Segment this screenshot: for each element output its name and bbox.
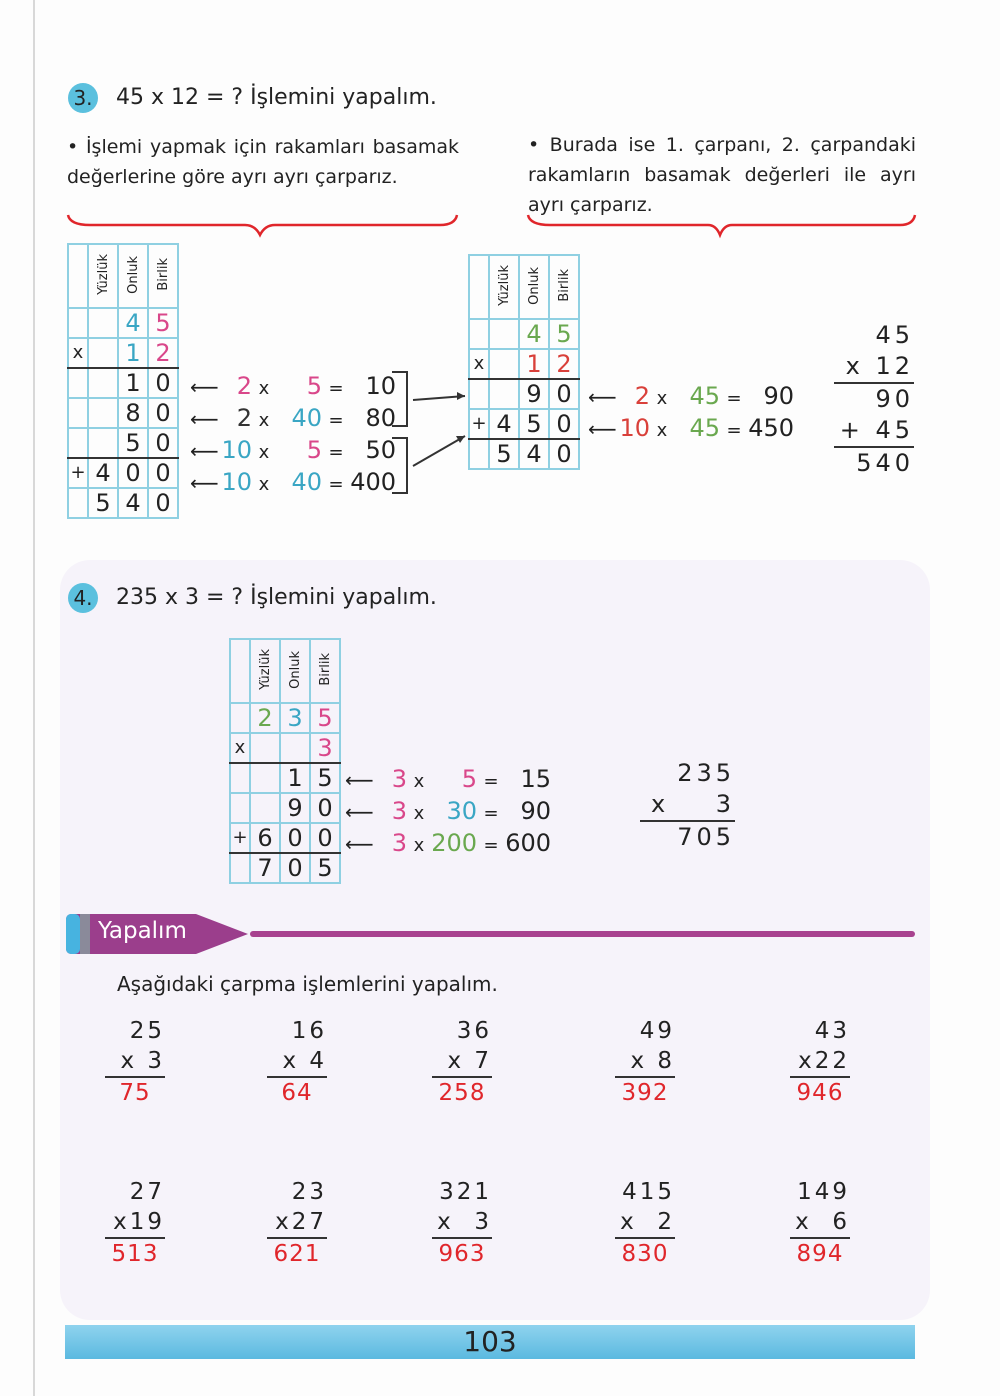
equation bbox=[190, 468, 396, 496]
table-row bbox=[68, 398, 178, 428]
digit-cell: 5 bbox=[519, 409, 549, 439]
exercise-answer: 830 bbox=[621, 1241, 669, 1267]
digit-cell: 4 bbox=[489, 409, 519, 439]
arrow-left-icon: ⟵ bbox=[190, 407, 219, 431]
exercise bbox=[432, 1016, 492, 1108]
header-cell bbox=[310, 639, 340, 703]
header-cell bbox=[250, 639, 280, 703]
exercise-multiplier: x 4 bbox=[267, 1046, 327, 1078]
exercise bbox=[790, 1016, 850, 1108]
header-cell bbox=[88, 244, 118, 308]
digit-cell: 0 bbox=[148, 398, 178, 428]
digit-cell: 5 bbox=[118, 428, 148, 458]
exercise-answer: 75 bbox=[119, 1080, 151, 1106]
times-sign: x bbox=[413, 835, 425, 856]
digit-cell: 5 bbox=[549, 319, 579, 349]
table-row bbox=[230, 733, 340, 763]
vertical-multiplication-235x3 bbox=[640, 758, 735, 853]
arrow-left-icon: ⟵ bbox=[588, 417, 617, 441]
result: 540 bbox=[856, 449, 914, 477]
exercise-operand: 43 bbox=[814, 1018, 850, 1044]
digit-cell: 4 bbox=[519, 319, 549, 349]
exercise-answer: 621 bbox=[273, 1241, 321, 1267]
exercise-operand: 27 bbox=[129, 1179, 165, 1205]
exercise-answer: 64 bbox=[281, 1080, 313, 1106]
exercise-answer: 894 bbox=[796, 1241, 844, 1267]
exercise-operand: 23 bbox=[291, 1179, 327, 1205]
arrow-left-icon: ⟵ bbox=[190, 439, 219, 463]
exercise-multiplier: x 8 bbox=[615, 1046, 675, 1078]
digit-cell: 6 bbox=[250, 823, 280, 853]
product: 600 bbox=[505, 829, 551, 857]
factor-a: 10 bbox=[221, 468, 252, 496]
exercise-multiplier: x 2 bbox=[615, 1207, 675, 1239]
result: 705 bbox=[677, 823, 735, 851]
digit-cell bbox=[230, 793, 250, 823]
arrow-left-icon: ⟵ bbox=[345, 768, 374, 792]
times-sign: x bbox=[656, 388, 668, 409]
vertical-multiplication-45x12 bbox=[834, 320, 914, 479]
exercise bbox=[267, 1016, 327, 1108]
digit-cell: + bbox=[230, 823, 250, 853]
right-brace bbox=[528, 215, 915, 235]
digit-cell: + bbox=[469, 409, 489, 439]
digit-cell: 5 bbox=[88, 488, 118, 518]
exercise bbox=[267, 1177, 327, 1269]
factor-a: 2 bbox=[236, 404, 252, 432]
left-brace bbox=[68, 215, 457, 235]
digit-cell: 0 bbox=[310, 823, 340, 853]
digit-cell: 5 bbox=[310, 763, 340, 793]
digit-cell: 4 bbox=[118, 308, 148, 338]
product: 450 bbox=[748, 414, 794, 442]
exercise-operand: 149 bbox=[797, 1179, 850, 1205]
digit-cell: 4 bbox=[118, 488, 148, 518]
digit-cell: 9 bbox=[280, 793, 310, 823]
arrow-left-icon: ⟵ bbox=[345, 832, 374, 856]
product: 80 bbox=[365, 404, 396, 432]
digit-cell: 5 bbox=[489, 439, 519, 469]
times-sign: x bbox=[413, 803, 425, 824]
digit-cell: 0 bbox=[280, 853, 310, 883]
header-cell bbox=[519, 255, 549, 319]
equation bbox=[345, 797, 551, 825]
digit-cell: 3 bbox=[280, 703, 310, 733]
digit-cell bbox=[489, 349, 519, 379]
digit-cell bbox=[68, 428, 88, 458]
table-row bbox=[469, 439, 579, 469]
arrow-left-icon: ⟵ bbox=[345, 800, 374, 824]
exercise-multiplier: x27 bbox=[267, 1207, 327, 1239]
table-row bbox=[68, 308, 178, 338]
partial-product: + 45 bbox=[834, 415, 914, 448]
digit-cell bbox=[68, 308, 88, 338]
exercise-operand: 415 bbox=[622, 1179, 675, 1205]
equals-sign: = bbox=[328, 378, 344, 399]
exercise-answer: 513 bbox=[111, 1241, 159, 1267]
digit-cell: 3 bbox=[310, 733, 340, 763]
arrow-left-icon: ⟵ bbox=[190, 471, 219, 495]
header-label: Yüzlük bbox=[95, 254, 111, 295]
factor-b: 45 bbox=[689, 414, 720, 442]
digit-cell bbox=[489, 379, 519, 409]
exercise-operand: 49 bbox=[639, 1018, 675, 1044]
sign-cell bbox=[230, 639, 250, 703]
header-cell bbox=[280, 639, 310, 703]
instruction: Aşağıdaki çarpma işlemlerini yapalım. bbox=[117, 972, 498, 996]
digit-cell bbox=[250, 793, 280, 823]
digit-cell bbox=[230, 763, 250, 793]
header-label: Onluk bbox=[287, 650, 303, 689]
exercise-answer: 258 bbox=[438, 1080, 486, 1106]
section-4-badge: 4. bbox=[68, 583, 98, 613]
times-sign: x bbox=[413, 771, 425, 792]
digit-cell: 0 bbox=[549, 409, 579, 439]
exercise-answer: 946 bbox=[796, 1080, 844, 1106]
digit-cell: 0 bbox=[549, 379, 579, 409]
exercise bbox=[615, 1016, 675, 1108]
digit-cell bbox=[88, 398, 118, 428]
digit-cell: 0 bbox=[549, 439, 579, 469]
equals-sign: = bbox=[726, 420, 742, 441]
exercise bbox=[615, 1177, 675, 1269]
digit-cell: 8 bbox=[118, 398, 148, 428]
factor-a: 3 bbox=[391, 797, 407, 825]
table-row bbox=[230, 823, 340, 853]
digit-cell bbox=[230, 703, 250, 733]
table-row bbox=[230, 763, 340, 793]
factor-a: 2 bbox=[236, 372, 252, 400]
arrow-left-icon: ⟵ bbox=[588, 385, 617, 409]
digit-cell bbox=[280, 733, 310, 763]
factor-a: 3 bbox=[391, 829, 407, 857]
equals-sign: = bbox=[328, 474, 344, 495]
equals-sign: = bbox=[483, 803, 499, 824]
exercise-multiplier: x 7 bbox=[432, 1046, 492, 1078]
digit-cell: 4 bbox=[88, 458, 118, 488]
header-label: Birlik bbox=[317, 653, 333, 686]
digit-cell bbox=[489, 319, 519, 349]
factor-a: 3 bbox=[391, 765, 407, 793]
digit-cell: 4 bbox=[519, 439, 549, 469]
digit-cell: 1 bbox=[118, 338, 148, 368]
digit-cell: 5 bbox=[310, 853, 340, 883]
operand: 45 bbox=[875, 321, 914, 349]
digit-cell bbox=[250, 763, 280, 793]
factor-b: 40 bbox=[291, 404, 322, 432]
digit-cell: 7 bbox=[250, 853, 280, 883]
digit-cell: 0 bbox=[280, 823, 310, 853]
digit-cell bbox=[88, 308, 118, 338]
exercise-multiplier: x 6 bbox=[790, 1207, 850, 1239]
equation bbox=[190, 404, 396, 432]
digit-cell: 0 bbox=[118, 458, 148, 488]
table-row bbox=[469, 379, 579, 409]
header-cell bbox=[148, 244, 178, 308]
digit-cell: 9 bbox=[519, 379, 549, 409]
table-row bbox=[68, 488, 178, 518]
equation bbox=[588, 414, 794, 442]
header-label: Onluk bbox=[125, 255, 141, 294]
equation bbox=[345, 765, 551, 793]
digit-cell bbox=[68, 488, 88, 518]
times-sign: x bbox=[656, 420, 668, 441]
multiplier: x 3 bbox=[640, 789, 735, 822]
sign-cell bbox=[68, 244, 88, 308]
exercise-multiplier: x 3 bbox=[105, 1046, 165, 1078]
digit-cell: 2 bbox=[250, 703, 280, 733]
equals-sign: = bbox=[328, 410, 344, 431]
product: 50 bbox=[365, 436, 396, 464]
factor-a: 10 bbox=[619, 414, 650, 442]
product: 10 bbox=[365, 372, 396, 400]
factor-a: 2 bbox=[634, 382, 650, 410]
digit-cell: 5 bbox=[310, 703, 340, 733]
table-row bbox=[469, 349, 579, 379]
header-label: Birlik bbox=[155, 258, 171, 291]
factor-b: 200 bbox=[431, 829, 477, 857]
factor-b: 5 bbox=[306, 436, 322, 464]
digit-cell: 0 bbox=[148, 428, 178, 458]
brace-decorations bbox=[60, 210, 930, 240]
sign-cell bbox=[469, 255, 489, 319]
table-row bbox=[68, 338, 178, 368]
equation bbox=[345, 829, 551, 857]
page-footer bbox=[65, 1325, 915, 1359]
equals-sign: = bbox=[726, 388, 742, 409]
digit-cell bbox=[469, 319, 489, 349]
exercise-operand: 25 bbox=[129, 1018, 165, 1044]
exercise bbox=[432, 1177, 492, 1269]
exercise-multiplier: x19 bbox=[105, 1207, 165, 1239]
digit-cell bbox=[88, 428, 118, 458]
exercise-multiplier: x 3 bbox=[432, 1207, 492, 1239]
table-row bbox=[469, 319, 579, 349]
digit-cell bbox=[469, 379, 489, 409]
header-cell bbox=[489, 255, 519, 319]
equation bbox=[190, 436, 396, 464]
digit-cell: 1 bbox=[519, 349, 549, 379]
digit-cell: 1 bbox=[280, 763, 310, 793]
header-label: Yüzlük bbox=[496, 265, 512, 306]
equals-sign: = bbox=[483, 771, 499, 792]
section-3-left-text: • İşlemi yapmak için rakamları basamak değerlerine göre ayrı ayrı çarparız. bbox=[67, 136, 459, 188]
equals-sign: = bbox=[483, 835, 499, 856]
yapalim-label: Yapalım bbox=[98, 918, 187, 944]
digit-cell: 0 bbox=[310, 793, 340, 823]
exercise-answer: 392 bbox=[621, 1080, 669, 1106]
digit-cell bbox=[469, 439, 489, 469]
product: 90 bbox=[520, 797, 551, 825]
header-cell bbox=[118, 244, 148, 308]
digit-cell bbox=[230, 853, 250, 883]
digit-cell: + bbox=[68, 458, 88, 488]
section-3-title: 45 x 12 = ? İşlemini yapalım. bbox=[116, 85, 437, 110]
equation bbox=[588, 382, 794, 410]
digit-cell: 0 bbox=[148, 458, 178, 488]
section-4-title: 235 x 3 = ? İşlemini yapalım. bbox=[116, 585, 437, 610]
header-label: Onluk bbox=[526, 266, 542, 305]
section-3-right-text: • Burada ise 1. çarpanı, 2. çarpandaki rakamların basamak değerleri ile ayrı ayrı çarparız. bbox=[528, 134, 916, 216]
place-value-table-2 bbox=[468, 254, 580, 470]
table-row bbox=[68, 458, 178, 488]
table-row bbox=[230, 703, 340, 733]
equation bbox=[190, 372, 396, 400]
yapalim-pencil-banner bbox=[66, 912, 246, 956]
arrow-left-icon: ⟵ bbox=[190, 375, 219, 399]
table-row bbox=[469, 409, 579, 439]
product: 400 bbox=[350, 468, 396, 496]
product: 15 bbox=[520, 765, 551, 793]
table-row bbox=[230, 853, 340, 883]
exercise-operand: 16 bbox=[291, 1018, 327, 1044]
banner-line bbox=[250, 931, 915, 937]
digit-cell: 0 bbox=[148, 368, 178, 398]
times-sign: x bbox=[258, 410, 270, 431]
place-value-table-1 bbox=[67, 243, 179, 519]
factor-b: 40 bbox=[291, 468, 322, 496]
header-cell bbox=[549, 255, 579, 319]
header-label: Birlik bbox=[556, 269, 572, 302]
exercise-operand: 321 bbox=[439, 1179, 492, 1205]
page-edge bbox=[33, 0, 35, 1396]
page-number: 103 bbox=[463, 1325, 517, 1358]
factor-a: 10 bbox=[221, 436, 252, 464]
digit-cell: x bbox=[469, 349, 489, 379]
digit-cell bbox=[88, 338, 118, 368]
table-row bbox=[68, 368, 178, 398]
times-sign: x bbox=[258, 442, 270, 463]
exercise bbox=[105, 1177, 165, 1269]
digit-cell: 1 bbox=[118, 368, 148, 398]
digit-cell: 5 bbox=[148, 308, 178, 338]
factor-b: 30 bbox=[446, 797, 477, 825]
header-label: Yüzlük bbox=[257, 649, 273, 690]
digit-cell bbox=[68, 398, 88, 428]
factor-b: 5 bbox=[306, 372, 322, 400]
partial-product: 90 bbox=[875, 385, 914, 413]
digit-cell bbox=[250, 733, 280, 763]
digit-cell: 2 bbox=[148, 338, 178, 368]
operand: 235 bbox=[677, 759, 735, 787]
place-value-table-3 bbox=[229, 638, 341, 884]
digit-cell bbox=[68, 368, 88, 398]
times-sign: x bbox=[258, 474, 270, 495]
digit-cell: x bbox=[230, 733, 250, 763]
exercise-operand: 36 bbox=[456, 1018, 492, 1044]
equals-sign: = bbox=[328, 442, 344, 463]
exercise-answer: 963 bbox=[438, 1241, 486, 1267]
digit-cell: 2 bbox=[549, 349, 579, 379]
digit-cell: x bbox=[68, 338, 88, 368]
digit-cell bbox=[88, 368, 118, 398]
section-3-badge: 3. bbox=[68, 83, 98, 113]
factor-b: 5 bbox=[461, 765, 477, 793]
multiplier: x 12 bbox=[834, 351, 914, 384]
factor-b: 45 bbox=[689, 382, 720, 410]
product: 90 bbox=[763, 382, 794, 410]
table-row bbox=[230, 793, 340, 823]
exercise bbox=[790, 1177, 850, 1269]
exercise-multiplier: x22 bbox=[790, 1046, 850, 1078]
digit-cell: 0 bbox=[148, 488, 178, 518]
exercise bbox=[105, 1016, 165, 1108]
times-sign: x bbox=[258, 378, 270, 399]
table-row bbox=[68, 428, 178, 458]
